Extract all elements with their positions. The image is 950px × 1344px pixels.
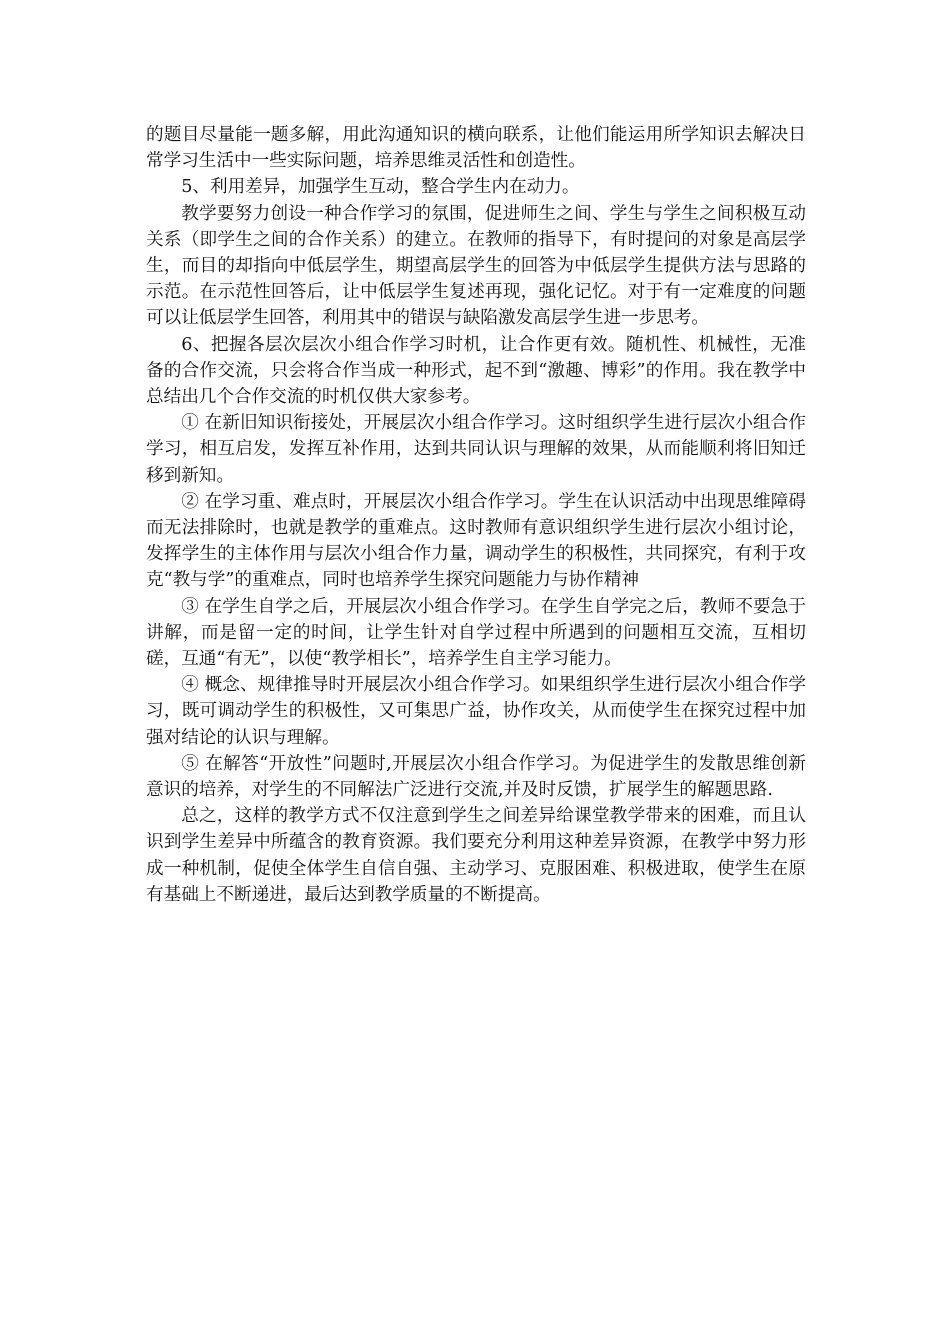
paragraph-heading-6: 6、把握各层次层次小组合作学习时机，让合作更有效。随机性、机械性，无准备的合作交流，只会将合作当成一种形式，起不到“激趣、博彩”的作用。我在教学中总结出几个合作交流的时机仅供大家参考。 — [146, 334, 806, 408]
paragraph-cooperative-atmosphere: 教学要努力创设一种合作学习的氛围，促进师生之间、学生与学生之间积极互动关系（即学生之间的合作关系）的建立。在教师的指导下，有时提问的对象是高层学生，而目的却指向中低层学生，期望高层学生的回答为中低层学生提供方法与思路的示范。在示范性回答后，让中低层学生复述再现，强化记忆。对于有一定难度的问题可以让低层学生回答，利用其中的错误与缺陷激发高层学生进一步思考。 — [146, 203, 806, 329]
paragraph-timing-3: ③ 在学生自学之后，开展层次小组合作学习。在学生自学完之后，教师不要急于讲解，而是留一定的时间，让学生针对自学过程中所遇到的问题相互交流，互相切磋，互通“有无”，以使“教学相长”，培养学生自主学习能力。 — [146, 596, 806, 670]
paragraph-timing-1: ① 在新旧知识衔接处，开展层次小组合作学习。这时组织学生进行层次小组合作学习，相互启发，发挥互补作用，达到共同认识与理解的效果，从而能顺利将旧知迁移到新知。 — [146, 413, 806, 486]
paragraph-heading-5: 5、利用差异，加强学生互动，整合学生内在动力。 — [181, 177, 580, 198]
paragraph-timing-5: ⑤ 在解答“开放性”问题时,开展层次小组合作学习。为促进学生的发散思维创新意识的培养，对学生的不同解法广泛进行交流,并及时反馈，扩展学生的解题思路. — [146, 753, 806, 801]
document-body — [146, 122, 806, 908]
paragraph-timing-2: ② 在学习重、难点时，开展层次小组合作学习。学生在认识活动中出现思维障碍而无法排除时，也就是教学的重难点。这时教师有意识组织学生进行层次小组讨论，发挥学生的主体作用与层次小组合作力量，调动学生的积极性，共同探究，有利于攻克“教与学”的重难点，同时也培养学生探究问题能力与协作精神 — [146, 491, 806, 591]
paragraph-continuation: 的题目尽量能一题多解，用此沟通知识的横向联系，让他们能运用所学知识去解决日常学习生活中一些实际问题，培养思维灵活性和创造性。 — [146, 125, 806, 172]
paragraph-timing-4: ④ 概念、规律推导时开展层次小组合作学习。如果组织学生进行层次小组合作学习，既可调动学生的积极性，又可集思广益，协作攻关，从而使学生在探究过程中加强对结论的认识与理解。 — [146, 675, 806, 748]
paragraph-conclusion: 总之，这样的教学方式不仅注意到学生之间差异给课堂教学带来的困难，而且认识到学生差异中所蕴含的教育资源。我们要充分利用这种差异资源，在教学中努力形成一种机制，促使全体学生自信自强、主动学习、克服困难、积极进取，使学生在原有基础上不断递进，最后达到教学质量的不断提高。 — [146, 806, 806, 905]
